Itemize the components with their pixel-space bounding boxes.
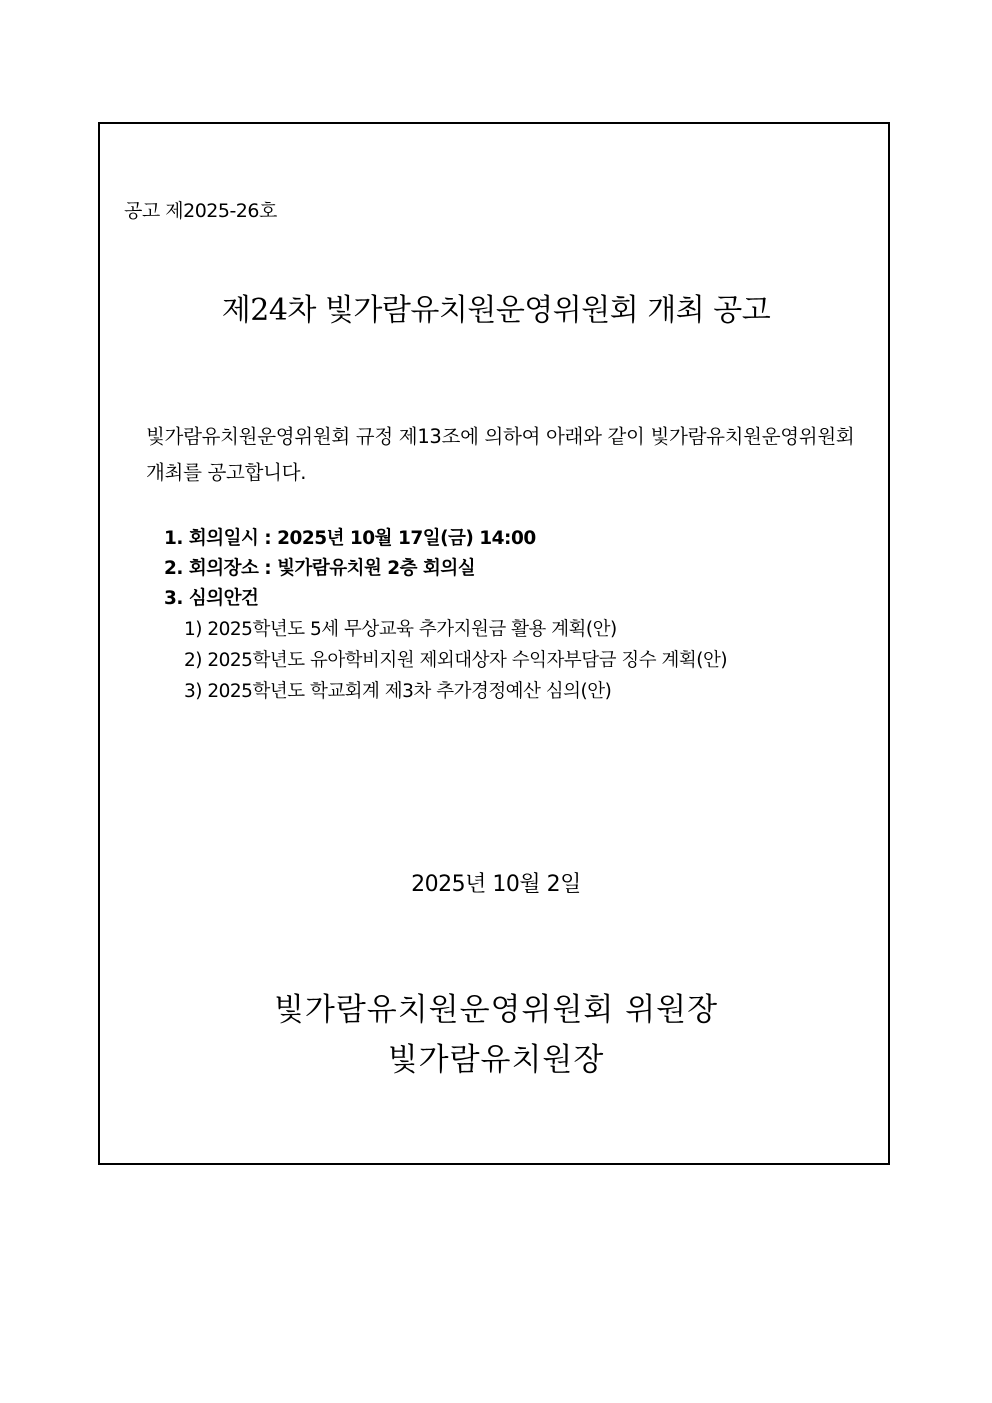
meeting-details-list [164, 524, 727, 707]
agenda-item: 2) 2025학년도 유아학비지원 제외대상자 수익자부담금 징수 계획(안) [184, 650, 728, 671]
notice-number: 공고 제2025-26호 [124, 200, 277, 222]
signer-chairperson: 빛가람유치원운영위원회 위원장 [273, 992, 719, 1028]
agenda-item: 3) 2025학년도 학교회계 제3차 추가경정예산 심의(안) [184, 681, 612, 702]
page-title: 제24차 빛가람유치원운영위원회 개최 공고 [221, 293, 771, 328]
agenda-heading-label: 3. 심의안건 [164, 588, 259, 609]
body-paragraph: 빛가람유치원운영위원회 규정 제13조에 의하여 아래와 같이 빛가람유치원운영위원회 개최를 공고합니다. [146, 425, 855, 484]
agenda-item: 1) 2025학년도 5세 무상교육 추가지원금 활용 계획(안) [184, 619, 617, 640]
signer-principal: 빛가람유치원장 [387, 1042, 605, 1078]
meeting-location: 2. 회의장소 : 빛가람유치원 2층 회의실 [164, 558, 476, 579]
agenda-list [164, 614, 727, 707]
agenda-heading [164, 584, 727, 707]
meeting-datetime: 1. 회의일시 : 2025년 10월 17일(금) 14:00 [164, 528, 536, 549]
notice-date: 2025년 10월 2일 [411, 872, 581, 897]
